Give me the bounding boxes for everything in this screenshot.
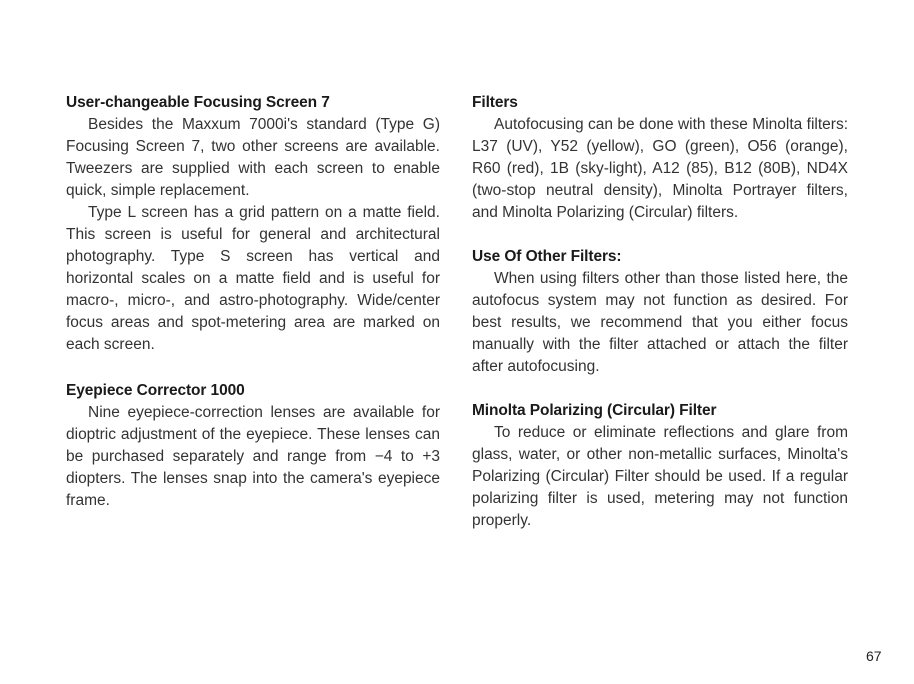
eyepiece-corrector-heading: Eyepiece Corrector 1000 [66, 382, 245, 399]
focusing-screen-paragraph-1: Besides the Maxxum 7000i's standard (Type G) Focusing Screen 7, two other screens are available. Tweezers are supplied with each screen to enable quick, simple replacement. [66, 116, 440, 199]
left-column [66, 92, 440, 512]
right-column [472, 92, 848, 532]
other-filters-section [472, 246, 848, 378]
polarizing-filter-heading: Minolta Polarizing (Circular) Filter [472, 402, 717, 419]
focusing-screen-heading: User-changeable Focusing Screen 7 [66, 94, 330, 111]
focusing-screen-paragraph-2: Type L screen has a grid pattern on a matte field. This screen is useful for general and architectural photography. Type S screen has vertical and horizontal scales on a matte field and is useful for macro-, micro-, and astro-photography. Wide/center focus areas and spot-metering area are marked on each screen. [66, 204, 440, 353]
polarizing-filter-paragraph: To reduce or eliminate reflections and glare from glass, water, or other non-metallic surfaces, Minolta's Polarizing (Circular) Filter should be used. If a regular polarizing filter is used, metering may not function properly. [472, 424, 848, 529]
focusing-screen-section [66, 92, 440, 356]
eyepiece-corrector-paragraph: Nine eyepiece-correction lenses are available for dioptric adjustment of the eyepiece. These lenses can be purchased separately and range from −4 to +3 diopters. The lenses snap into the camera's eyepiece frame. [66, 404, 440, 509]
filters-heading: Filters [472, 94, 518, 111]
other-filters-paragraph: When using filters other than those listed here, the autofocus system may not function as desired. For best results, we recommend that you either focus manually with the filter attached or attach the filter after autofocusing. [472, 270, 848, 375]
other-filters-heading: Use Of Other Filters: [472, 248, 622, 265]
eyepiece-corrector-section [66, 380, 440, 512]
filters-section [472, 92, 848, 224]
filters-paragraph: Autofocusing can be done with these Minolta filters: L37 (UV), Y52 (yellow), GO (green), O56 (orange), R60 (red), 1B (sky-light), A12 (85), B12 (80B), ND4X (two-stop neutral density), Minolta Portrayer filters, and Minolta Polarizing (Circular) filters. [472, 116, 848, 221]
page-number: 67 [866, 648, 882, 664]
polarizing-filter-section [472, 400, 848, 532]
